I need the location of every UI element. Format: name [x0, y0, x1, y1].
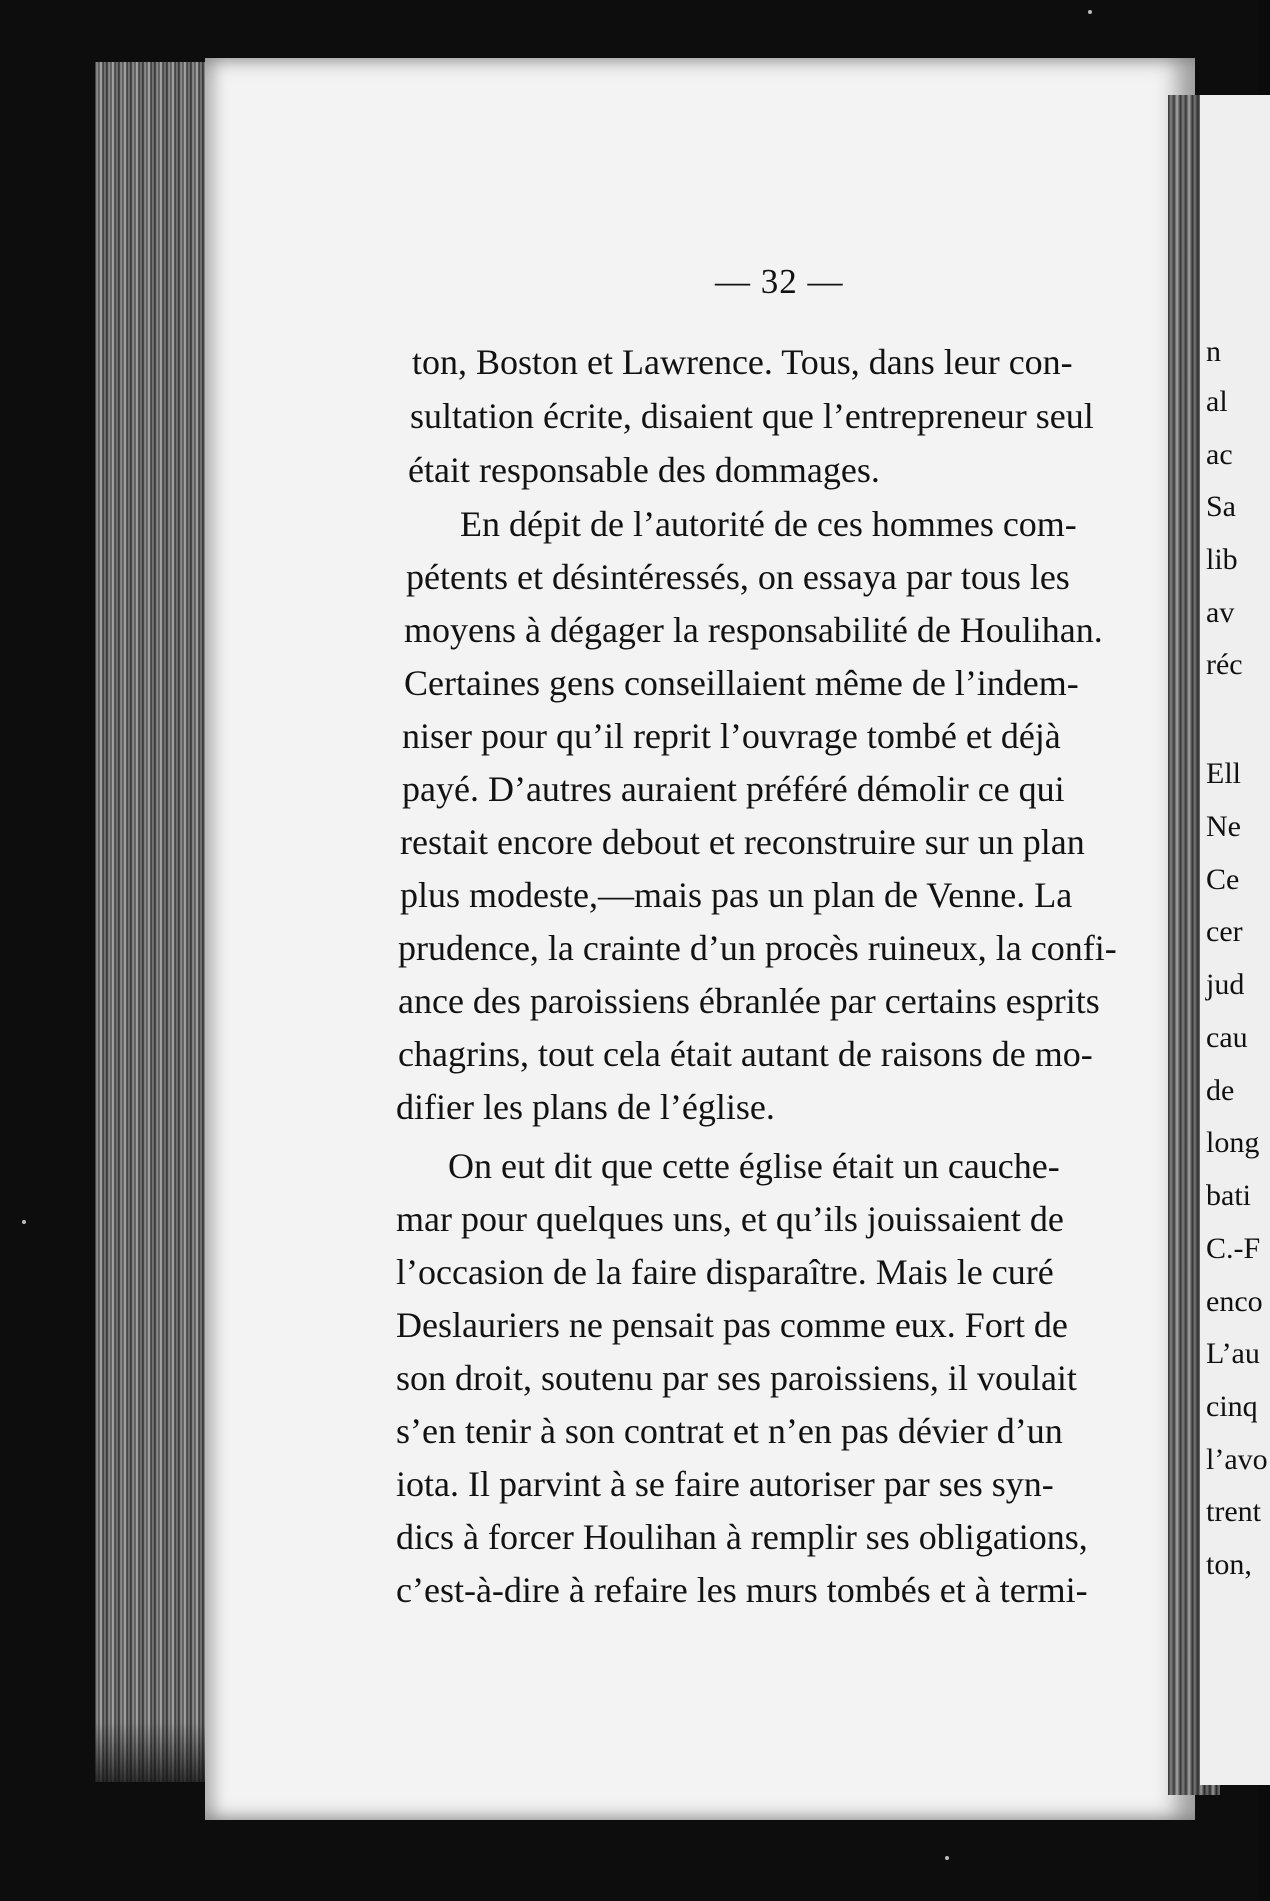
body-text-line: En dépit de l’autorité de ces hommes com-	[460, 504, 1077, 544]
facing-fragment: ac	[1206, 438, 1233, 471]
body-text-line: plus modeste,—mais pas un plan de Venne. La	[400, 875, 1073, 915]
facing-fragment: Ell	[1206, 757, 1241, 790]
facing-fragment: av	[1206, 596, 1235, 629]
facing-fragment: Ne	[1206, 810, 1241, 843]
facing-fragment: jud	[1206, 968, 1245, 1001]
body-text-line: mar pour quelques uns, et qu’ils jouissaient de	[396, 1199, 1064, 1239]
facing-fragment: cer	[1206, 915, 1243, 948]
facing-fragment: Sa	[1206, 490, 1236, 523]
body-text-line: restait encore debout et reconstruire sur un plan	[400, 822, 1085, 862]
body-text-line: l’occasion de la faire disparaître. Mais le curé	[396, 1252, 1054, 1292]
body-text-line: difier les plans de l’église.	[396, 1087, 775, 1127]
facing-fragment: bati	[1206, 1179, 1251, 1212]
facing-fragment: l’avo	[1206, 1443, 1268, 1476]
body-text-line: iota. Il parvint à se faire autoriser par ses syn-	[396, 1464, 1054, 1504]
facing-fragment: n	[1206, 335, 1221, 368]
facing-fragment: C.-F	[1206, 1232, 1261, 1265]
body-text-line: c’est-à-dire à refaire les murs tombés et à termi-	[396, 1570, 1088, 1610]
facing-page	[1200, 95, 1270, 1785]
facing-fragment: réc	[1206, 648, 1243, 681]
body-text-line: sultation écrite, disaient que l’entrepreneur seul	[410, 396, 1094, 436]
body-text-line: ton, Boston et Lawrence. Tous, dans leur con-	[412, 342, 1073, 382]
scan-speck	[945, 1856, 949, 1860]
facing-fragment: ton,	[1206, 1548, 1252, 1581]
body-text-line: ance des paroissiens ébranlée par certains esprits	[398, 981, 1100, 1021]
facing-fragment: Ce	[1206, 863, 1240, 896]
facing-fragment: cinq	[1206, 1390, 1258, 1423]
body-text-line: Deslauriers ne pensait pas comme eux. Fort de	[396, 1305, 1068, 1345]
facing-fragment: L’au	[1206, 1337, 1260, 1370]
facing-fragment: lib	[1206, 543, 1238, 576]
body-text-line: chagrins, tout cela était autant de raisons de mo-	[398, 1034, 1093, 1074]
facing-fragment: enco	[1206, 1285, 1263, 1318]
body-text-line: était responsable des dommages.	[408, 450, 880, 490]
scan-speck	[1088, 10, 1092, 14]
facing-fragment: al	[1206, 385, 1228, 418]
facing-fragment: long	[1206, 1126, 1260, 1159]
body-text-line: payé. D’autres auraient préféré démolir ce qui	[402, 769, 1065, 809]
body-text-line: dics à forcer Houlihan à remplir ses obligations,	[396, 1517, 1088, 1557]
body-text-line: son droit, soutenu par ses paroissiens, il voulait	[396, 1358, 1077, 1398]
body-text-line: niser pour qu’il reprit l’ouvrage tombé et déjà	[402, 716, 1061, 756]
body-text-line: pétents et désintéressés, on essaya par tous les	[406, 557, 1070, 597]
facing-fragment: cau	[1206, 1021, 1248, 1054]
scan-speck	[22, 1220, 26, 1224]
body-text-line: moyens à dégager la responsabilité de Houlihan.	[404, 610, 1103, 650]
body-text-line: prudence, la crainte d’un procès ruineux, la confi-	[398, 928, 1117, 968]
body-text-line: On eut dit que cette église était un cauche-	[448, 1146, 1060, 1186]
page-number: — 32 —	[715, 262, 844, 301]
facing-fragment: de	[1206, 1074, 1235, 1107]
body-text-line: Certaines gens conseillaient même de l’indem-	[404, 663, 1079, 703]
body-text-line: s’en tenir à son contrat et n’en pas dévier d’un	[396, 1411, 1063, 1451]
facing-fragment: trent	[1206, 1495, 1261, 1528]
